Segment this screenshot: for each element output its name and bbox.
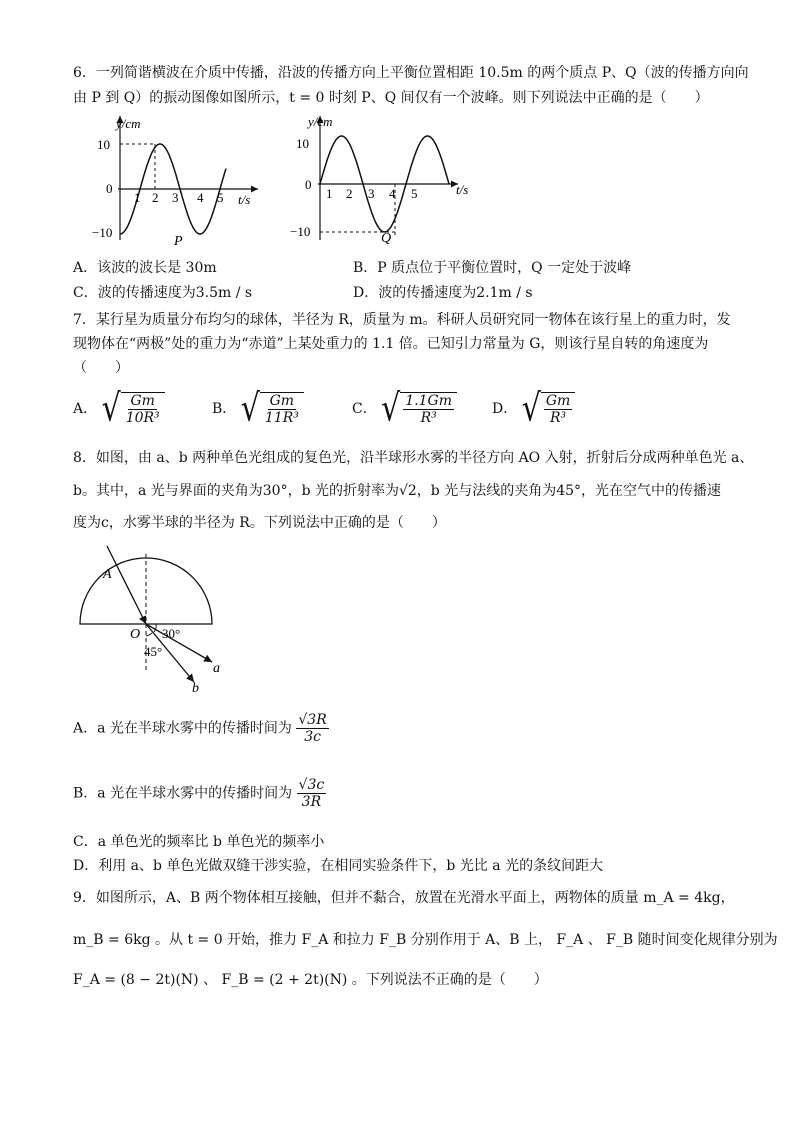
q7-stem-line3: （ ） [73, 360, 129, 376]
graph-p-xtick-5: 5 [217, 190, 224, 205]
q8-option-a[interactable]: A．a 光在半球水雾中的传播时间为 $\frac{√3R}{3c}$ [73, 712, 327, 745]
graph-q-ytick-neg10: −10 [290, 224, 311, 239]
q7-option-a[interactable]: A． √ $\frac{Gm}{\text{10R³}}$ [73, 392, 165, 426]
graph-q [280, 112, 480, 250]
label-A: A [103, 567, 112, 582]
graph-p-ytick-0: 0 [106, 181, 113, 196]
angle-45: 45° [144, 644, 163, 659]
graph-q-xtick-1: 1 [326, 186, 333, 201]
label-a: a [213, 661, 220, 676]
graph-p-ytick-neg10: −10 [92, 225, 113, 240]
q9-stem-line1: 9．如图所示，A、B 两个物体相互接触，但并不黏合，放置在光滑水平面上，两物体的质量 m_A = 4kg， [73, 890, 735, 906]
graph-q-ylabel: y/cm [308, 114, 333, 129]
q8-stem-line2: b。其中，a 光与界面的夹角为30°，b 光的折射率为√2，b 光与法线的夹角为45°，光在空气中的传播速 [73, 483, 722, 499]
q6-option-b[interactable]: B．P 质点位于平衡位置时，Q 一定处于波峰 [353, 260, 632, 276]
q6-option-d[interactable]: D．波的传播速度为2.1m / s [353, 285, 533, 301]
graph-p-ytick-10: 10 [97, 137, 110, 152]
q6-option-c[interactable]: C．波的传播速度为3.5m / s [73, 285, 253, 301]
graph-q-xtick-3: 3 [368, 186, 375, 201]
q8-stem-line3: 度为c，水雾半球的半径为 R。下列说法中正确的是（ ） [73, 515, 446, 531]
q8-stem-line1: 8．如图，由 a、b 两种单色光组成的复色光，沿半球形水雾的半径方向 AO 入射，折射后分成两种单色光 a、 [73, 450, 754, 466]
graph-p-xtick-2: 2 [152, 190, 159, 205]
graph-q-xtick-5: 5 [411, 186, 418, 201]
graph-p-xtick-3: 3 [172, 190, 179, 205]
graph-p-xtick-4: 4 [197, 190, 204, 205]
q7-option-c[interactable]: C． √ $\frac{1.1Gm}{\text{R³}}$ [352, 392, 457, 426]
graph-p [80, 112, 265, 250]
q8-option-b[interactable]: B．a 光在半球水雾中的传播时间为 $\frac{√3c}{3R}$ [73, 777, 325, 810]
graph-q-xlabel: t/s [456, 182, 469, 197]
q6-stem-line1: 6．一列简谐横波在介质中传播，沿波的传播方向上平衡位置相距 10.5m 的两个质点 P、Q（波的传播方向向 [73, 65, 749, 81]
graph-p-xlabel: t/s [238, 192, 251, 207]
graph-p-ylabel: y/cm [116, 116, 141, 131]
q8-option-c[interactable]: C．a 单色光的频率比 b 单色光的频率小 [73, 834, 325, 850]
graph-q-ytick-0: 0 [305, 177, 312, 192]
label-b: b [192, 681, 199, 695]
q7-option-b[interactable]: B． √ $\frac{Gm}{\text{11R³}}$ [212, 392, 304, 426]
graph-p-xtick-1: 1 [134, 190, 141, 205]
q6-option-a[interactable]: A．该波的波长是 30m [73, 260, 217, 276]
graph-q-ytick-10: 10 [296, 136, 309, 151]
graph-q-name: Q [381, 231, 392, 246]
q9-stem-line3: F_A = (8 − 2t)(N) 、 F_B = (2 + 2t)(N) 。下列说法不正确的是（ ） [73, 972, 548, 988]
q9-stem-line2: m_B = 6kg 。从 t = 0 开始，推力 F_A 和拉力 F_B 分别作用于 A、B 上， F_A 、 F_B 随时间变化规律分别为 [73, 932, 778, 948]
q7-stem-line2: 现物体在“两极”处的重力为“赤道”上某处重力的 1.1 倍。已知引力常量为 G，则该行星自转的角速度为 [73, 336, 709, 352]
label-O: O [130, 627, 141, 642]
q7-option-d[interactable]: D． √ $\frac{Gm}{\text{R³}}$ [492, 392, 575, 426]
refraction-figure [72, 540, 222, 695]
q8-option-d[interactable]: D．利用 a、b 单色光做双缝干涉实验，在相同实验条件下，b 光比 a 光的条纹间距大 [73, 858, 604, 874]
angle-30: 30° [162, 626, 181, 641]
q7-stem-line1: 7．某行星为质量分布均匀的球体，半径为 R，质量为 m。科研人员研究同一物体在该行星上的重力时，发 [73, 312, 731, 328]
q6-stem-line2: 由 P 到 Q）的振动图像如图所示，t = 0 时刻 P、Q 间仅有一个波峰。则下列说法中正确的是（ ） [73, 90, 709, 106]
graph-p-name: P [174, 234, 183, 249]
graph-q-xtick-4: 4 [389, 186, 396, 201]
graph-q-xtick-2: 2 [346, 186, 353, 201]
